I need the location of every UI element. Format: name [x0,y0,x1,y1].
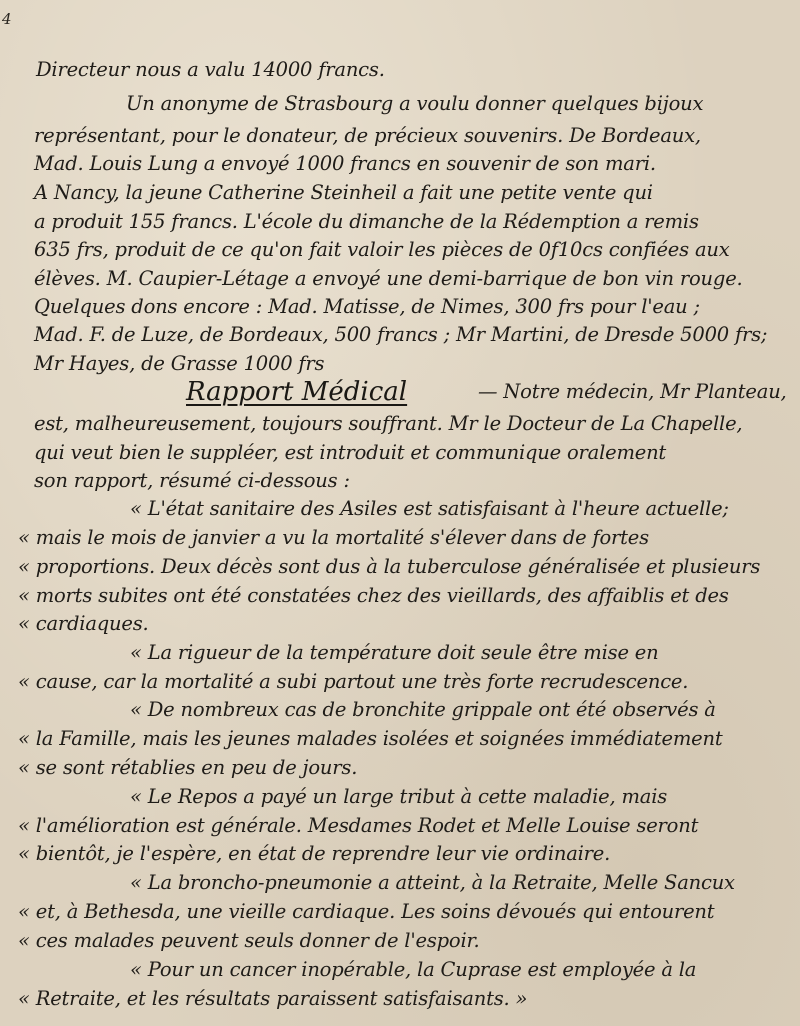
page-number: 4 [2,10,12,28]
text-line-10: Mad. F. de Luze, de Bordeaux, 500 francs ; Mr Martini, de Dresde 5000 frs; [34,323,768,346]
text-line-32: « Pour un cancer inopérable, la Cuprase est employée à la [130,958,697,981]
text-line-21: « La rigueur de la température doit seule être mise en [130,641,659,664]
text-line-19: « morts subites ont été constatées chez des vieillards, des affaiblis et des [18,584,729,607]
text-line-17: « mais le mois de janvier a vu la mortalité s'élever dans de fortes [18,526,649,549]
text-line-12: — Notre médecin, Mr Planteau, [478,380,787,403]
text-line-27: « l'amélioration est générale. Mesdames Rodet et Melle Louise seront [18,814,699,837]
text-line-1: Directeur nous a valu 14000 francs. [36,58,385,81]
text-line-31: « ces malades peuvent seuls donner de l'espoir. [18,929,480,952]
text-line-26: « Le Repos a payé un large tribut à cette maladie, mais [130,785,668,808]
text-line-15: son rapport, résumé ci-dessous : [34,469,350,492]
text-line-28: « bientôt, je l'espère, en état de reprendre leur vie ordinaire. [18,842,611,865]
text-line-4: Mad. Louis Lung a envoyé 1000 francs en souvenir de son mari. [34,152,656,175]
text-line-23: « De nombreux cas de bronchite grippale ont été observés à [130,698,716,721]
text-line-30: « et, à Bethesda, une vieille cardiaque. Les soins dévoués qui entourent [18,900,715,923]
text-line-13: est, malheureusement, toujours souffrant. Mr le Docteur de La Chapelle, [34,412,743,435]
text-line-3: représentant, pour le donateur, de précieux souvenirs. De Bordeaux, [34,124,701,147]
text-line-7: 635 frs, produit de ce qu'on fait valoir les pièces de 0f10cs confiées aux [34,238,730,261]
text-line-2: Un anonyme de Strasbourg a voulu donner quelques bijoux [126,92,704,115]
text-line-20: « cardiaques. [18,612,149,635]
text-line-11: Mr Hayes, de Grasse 1000 frs [34,352,325,375]
section-heading: Rapport Médical [186,377,408,407]
text-line-24: « la Famille, mais les jeunes malades isolées et soignées immédiatement [18,727,723,750]
text-line-29: « La broncho-pneumonie a atteint, à la Retraite, Melle Sancux [130,871,735,894]
text-line-33: « Retraite, et les résultats paraissent satisfaisants. » [18,987,528,1010]
text-line-5: A Nancy, la jeune Catherine Steinheil a fait une petite vente qui [34,181,653,204]
text-line-18: « proportions. Deux décès sont dus à la tuberculose généralisée et plusieurs [18,555,761,578]
text-line-8: élèves. M. Caupier-Létage a envoyé une demi-barrique de bon vin rouge. [34,267,743,290]
text-line-9: Quelques dons encore : Mad. Matisse, de Nimes, 300 frs pour l'eau ; [34,295,700,318]
text-line-6: a produit 155 francs. L'école du dimanche de la Rédemption a remis [34,210,699,233]
text-line-25: « se sont rétablies en peu de jours. [18,756,358,779]
text-line-14: qui veut bien le suppléer, est introduit et communique oralement [34,441,667,464]
text-line-16: « L'état sanitaire des Asiles est satisfaisant à l'heure actuelle; [130,497,729,520]
text-line-22: « cause, car la mortalité a subi partout une très forte recrudescence. [18,670,689,693]
